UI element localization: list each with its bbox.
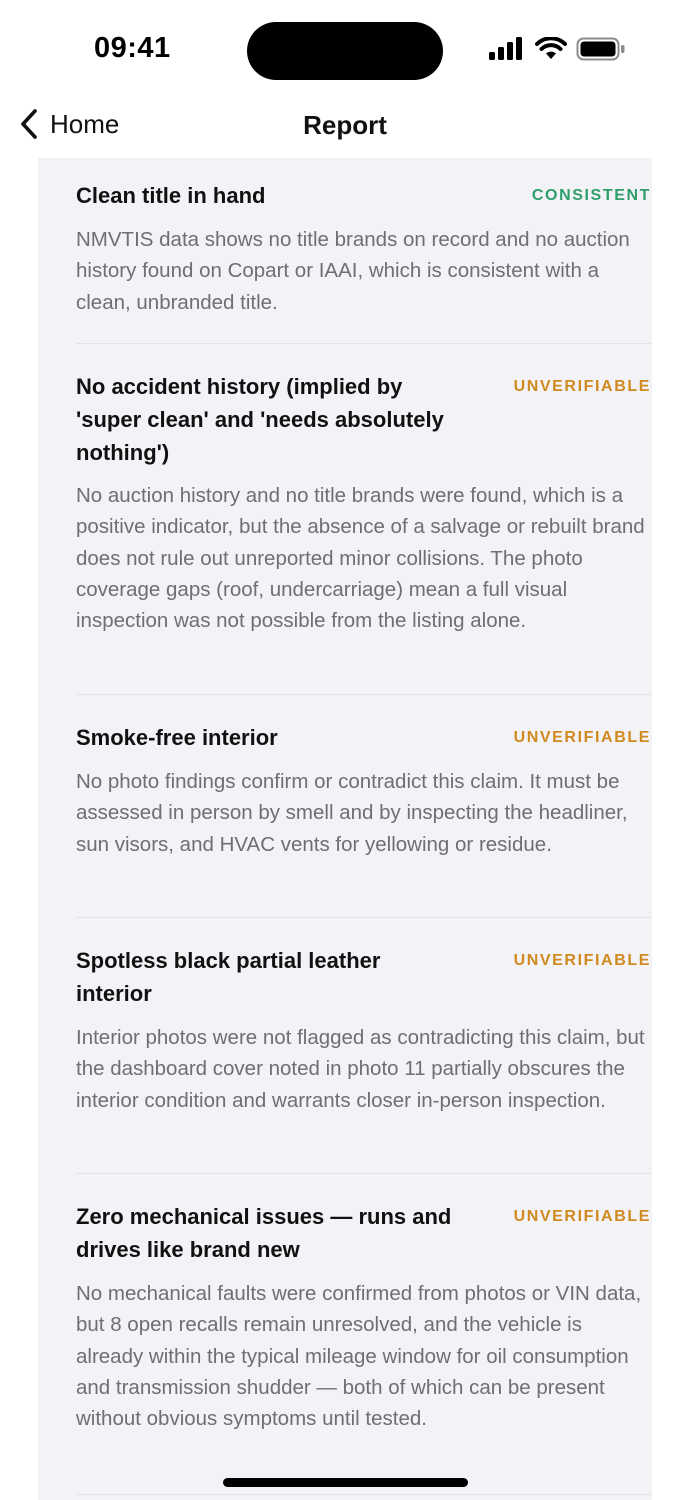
status-badge: UNVERIFIABLE xyxy=(513,378,651,395)
status-bar xyxy=(0,0,690,100)
claim-description: No auction history and no title brands were found, which is a positive indicator, but the absence of a salvage or rebuilt brand does not rule out unreported minor collisions. The photo coverage gaps (roof, undercarriage) mean a full visual inspection was not possible from the listing alone. xyxy=(76,484,645,633)
claims-list xyxy=(76,158,651,1495)
status-badge: UNVERIFIABLE xyxy=(513,952,651,969)
signal-icon xyxy=(488,37,524,61)
status-badge: CONSISTENT xyxy=(531,187,651,204)
claim-description: Interior photos were not flagged as contradicting this claim, but the dashboard cover noted in photo 11 partially obscures the interior condition and warrants closer in-person inspection. xyxy=(76,1026,645,1112)
dynamic-island xyxy=(247,22,443,80)
claim-title: No accident history (implied by 'super clean' and 'needs absolutely nothing') xyxy=(76,374,444,465)
battery-icon xyxy=(576,37,626,61)
status-time: 09:41 xyxy=(94,32,171,64)
claim-description: NMVTIS data shows no title brands on record and no auction history found on Copart or IAAI, which is consistent with a clean, unbranded title. xyxy=(76,228,630,314)
wifi-icon xyxy=(535,37,567,61)
claim-title: Zero mechanical issues — runs and drives like brand new xyxy=(76,1204,452,1262)
claim-item xyxy=(76,918,651,1174)
status-badge: UNVERIFIABLE xyxy=(513,729,651,746)
page-title: Report xyxy=(303,110,387,140)
claim-item xyxy=(76,344,651,695)
claim-title: Smoke-free interior xyxy=(76,725,278,750)
nav-bar xyxy=(0,100,690,148)
claims-card xyxy=(38,158,652,1500)
claim-item xyxy=(76,1174,651,1495)
claim-title: Clean title in hand xyxy=(76,183,266,208)
claim-description: No mechanical faults were confirmed from photos or VIN data, but 8 open recalls remain unresolved, and the vehicle is already within the typical mileage window for oil consumption and transmission shudder — both of which can be present without obvious symptoms until tested. xyxy=(76,1282,642,1431)
claim-item xyxy=(76,695,651,918)
home-indicator[interactable] xyxy=(223,1478,468,1487)
status-badge: UNVERIFIABLE xyxy=(513,1208,651,1225)
claim-item xyxy=(76,158,651,344)
back-label: Home xyxy=(50,108,120,139)
claim-description: No photo findings confirm or contradict this claim. It must be assessed in person by smell and by inspecting the headliner, sun visors, and HVAC vents for yellowing or residue. xyxy=(76,770,628,856)
claim-title: Spotless black partial leather interior xyxy=(76,948,381,1006)
